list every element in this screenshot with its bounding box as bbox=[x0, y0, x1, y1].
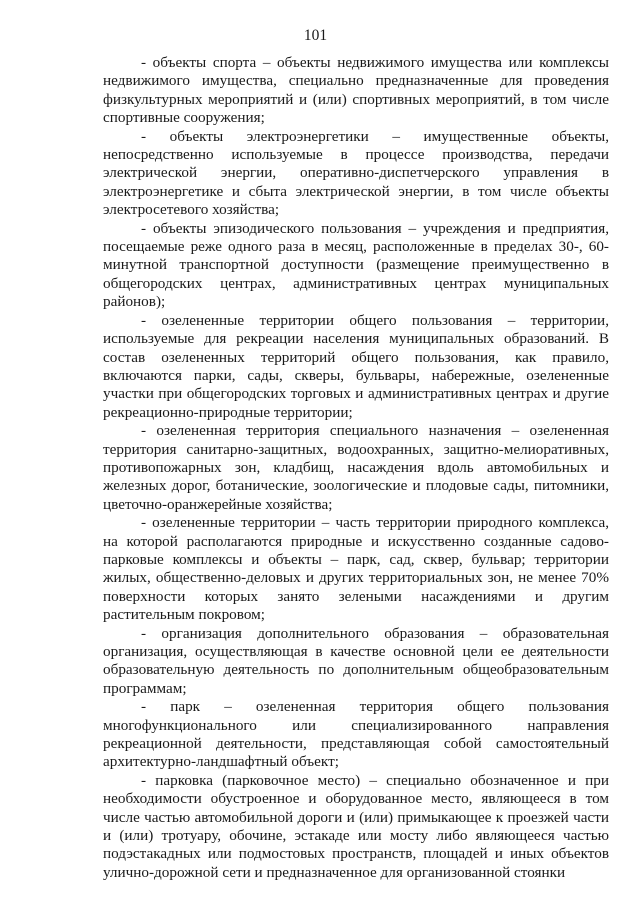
definition-green-territories: - озелененные территории – часть территории природного комплекса, на которой располагаются природные и искусственно созданные садово-парковые комплексы и объекты – парк, сад, сквер, бульвар; территории жилых, общественно-деловых и других территориальных зон, не менее 70% поверхности которых занято зелеными насаждениями и другим растительным покровом; bbox=[103, 514, 609, 624]
definition-parking: - парковка (парковочное место) – специально обозначенное и при необходимости обустроенное и оборудованное место, являющееся в том числе частью автомобильной дороги и (или) примыкающее к проезжей части и (или) тротуару, обочине, эстакаде или мосту либо являющееся частью подэстакадных или подмостовых пространств, площадей и иных объектов улично-дорожной сети и предназначенное для организованной стоянки bbox=[103, 771, 609, 881]
document-body bbox=[103, 54, 609, 882]
definition-episodic-use-facilities: - объекты эпизодического пользования – учреждения и предприятия, посещаемые реже одного раза в месяц, расположенные в пределах 30-, 60-минутной транспортной доступности (размещение преимущественно в общегородских центрах, административных центрах муниципальных районов); bbox=[103, 219, 609, 311]
definition-sports-facilities: - объекты спорта – объекты недвижимого имущества или комплексы недвижимого имущества, специально предназначенные для проведения физкультурных мероприятий и (или) спортивных мероприятий, в том числе спортивные сооружения; bbox=[103, 54, 609, 127]
definition-public-green-areas: - озелененные территории общего пользования – территории, используемые для рекреации населения муниципальных образований. В состав озелененных территорий общего пользования, как правило, включаются парки, сады, скверы, бульвары, набережные, озелененные участки при общегородских торговых и административных центрах и другие рекреационно-природные территории; bbox=[103, 311, 609, 421]
page-number: 101 bbox=[303, 27, 328, 44]
definition-special-purpose-green-area: - озелененная территория специального назначения – озелененная территория санитарно-защитных, водоохранных, защитно-мелиоративных, противопожарных зон, кладбищ, насаждения вдоль автомобильных и железных дорог, ботанические, зоологические и плодовые сады, питомники, цветочно-оранжерейные хозяйства; bbox=[103, 422, 609, 513]
definition-additional-education-organization: - организация дополнительного образования – образовательная организация, осуществляющая в качестве основной цели ее деятельности образовательную деятельность по дополнительным общеобразовательным программам; bbox=[103, 624, 609, 697]
definition-park: - парк – озелененная территория общего пользования многофункционального или специализированного направления рекреационной деятельности, представляющая собой самостоятельный архитектурно-ландшафтный объект; bbox=[103, 698, 609, 771]
definition-power-facilities: - объекты электроэнергетики – имущественные объекты, непосредственно используемые в процессе производства, передачи электрической энергии, оперативно-диспетчерского управления в электроэнергетике и сбыта электрической энергии, в том числе объекты электросетевого хозяйства; bbox=[103, 127, 609, 219]
